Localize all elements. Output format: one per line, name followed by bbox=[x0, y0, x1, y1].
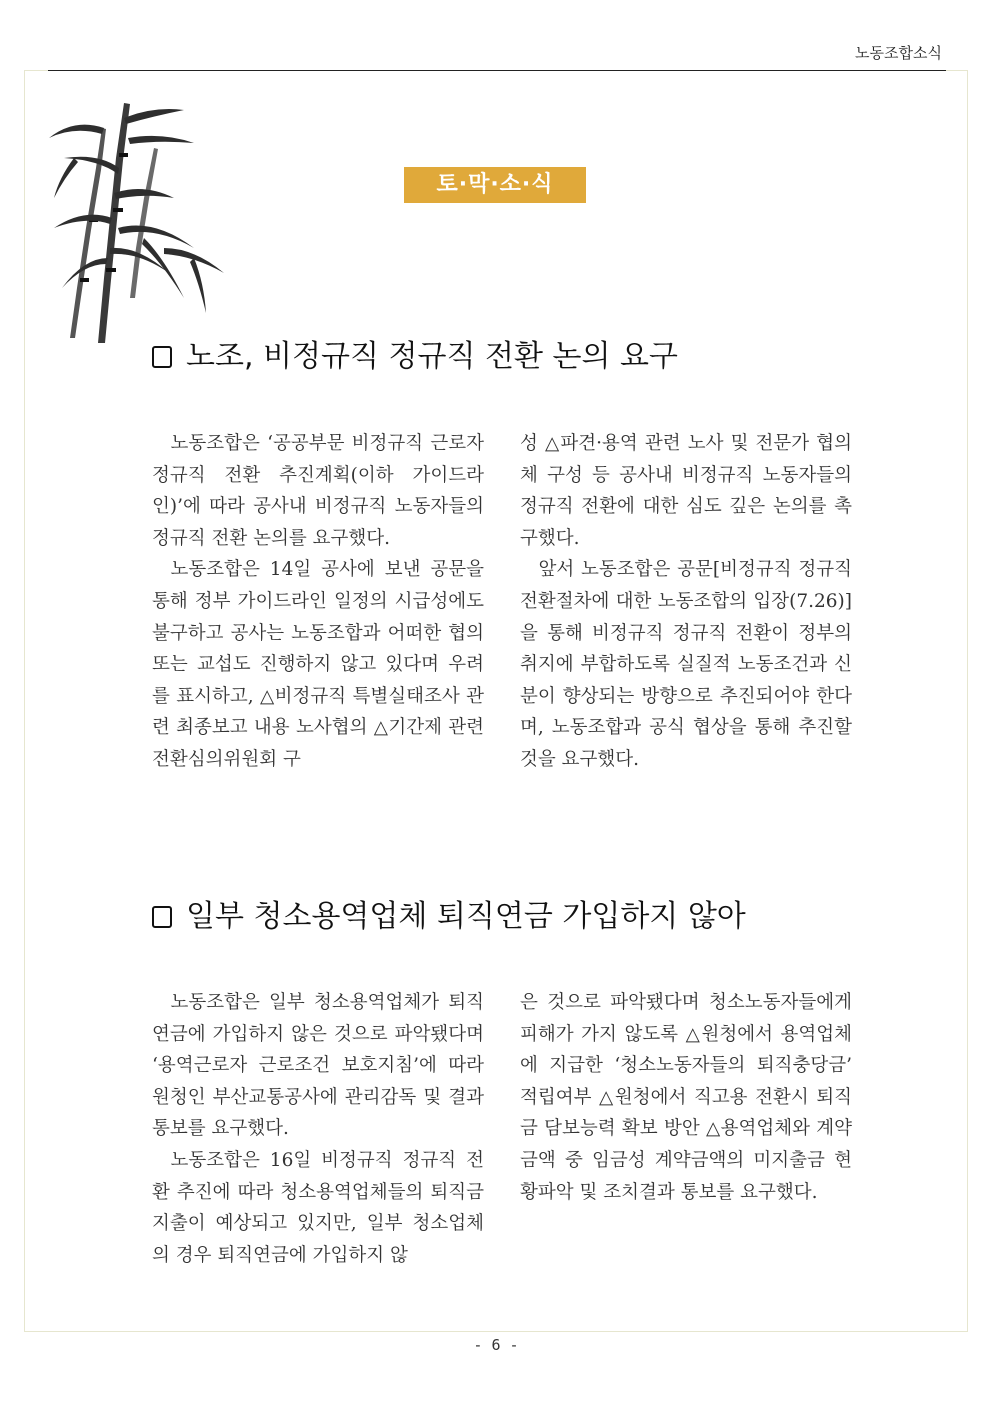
article-title bbox=[152, 897, 746, 937]
article-right-column bbox=[520, 428, 852, 776]
article-right-column bbox=[520, 987, 852, 1208]
paragraph: 노동조합은 16일 비정규직 정규직 전환 추진에 따라 청소용역업체들의 퇴직금 지출이 예상되고 있지만, 일부 청소업체의 경우 퇴직연금에 가입하지 않 bbox=[152, 1149, 484, 1266]
running-header-title: 노동조합소식 bbox=[855, 44, 942, 62]
paragraph: 노동조합은 14일 공사에 보낸 공문을 통해 정부 가이드라인 일정의 시급성에도 불구하고 공사는 노동조합과 어떠한 협의 또는 교섭도 진행하지 않고 있다며 우려를 표시하고, △비정규직 특별실태조사 관련 최종보고 내용 노사협의 △기간제 관련 전환심의위원회 구 bbox=[152, 559, 484, 770]
article-left-column bbox=[152, 987, 484, 1271]
article-title bbox=[152, 337, 678, 377]
article-title-text: 일부 청소용역업체 퇴직연금 가입하지 않아 bbox=[186, 899, 746, 934]
article-left-column bbox=[152, 428, 484, 776]
paragraph: 노동조합은 일부 청소용역업체가 퇴직연금에 가입하지 않은 것으로 파악됐다며 ‘용역근로자 근로조건 보호지침’에 따라 원청인 부산교통공사에 관리감독 및 결과통보를 요구했다. bbox=[152, 992, 484, 1140]
paragraph: 성 △파견·용역 관련 노사 및 전문가 협의체 구성 등 공사내 비정규직 노동자들의 정규직 전환에 대한 심도 깊은 논의를 촉구했다. bbox=[520, 433, 852, 549]
bamboo-illustration bbox=[44, 98, 244, 343]
checkbox-icon bbox=[152, 346, 172, 368]
paragraph: 앞서 노동조합은 공문[비정규직 정규직 전환절차에 대한 노동조합의 입장(7.26)]을 통해 비정규직 정규직 전환이 정부의 취지에 부합하도록 실질적 노동조건과 신분이 향상되는 방향으로 추진되어야 한다며, 노동조합과 공식 협상을 통해 추진할 것을 요구했다. bbox=[520, 559, 852, 770]
paragraph: 은 것으로 파악됐다며 청소노동자들에게 피해가 가지 않도록 △원청에서 용역업체에 지급한 ‘청소노동자들의 퇴직충당금’ 적립여부 △원청에서 직고용 전환시 퇴직금 담보능력 확보 방안 △용역업체와 계약금액 중 임금성 계약금액의 미지출금 현황파악 및 조치결과 통보를 요구했다. bbox=[520, 992, 852, 1203]
paragraph: 노동조합은 ‘공공부문 비정규직 근로자 정규직 전환 추진계획(이하 가이드라인)’에 따라 공사내 비정규직 노동자들의 정규직 전환 논의를 요구했다. bbox=[152, 433, 484, 549]
checkbox-icon bbox=[152, 906, 172, 928]
section-badge: 토·막·소·식 bbox=[404, 167, 586, 203]
page-number: - 6 - bbox=[473, 1336, 519, 1354]
article-title-text: 노조, 비정규직 정규직 전환 논의 요구 bbox=[186, 339, 678, 374]
header-rule bbox=[48, 70, 946, 71]
